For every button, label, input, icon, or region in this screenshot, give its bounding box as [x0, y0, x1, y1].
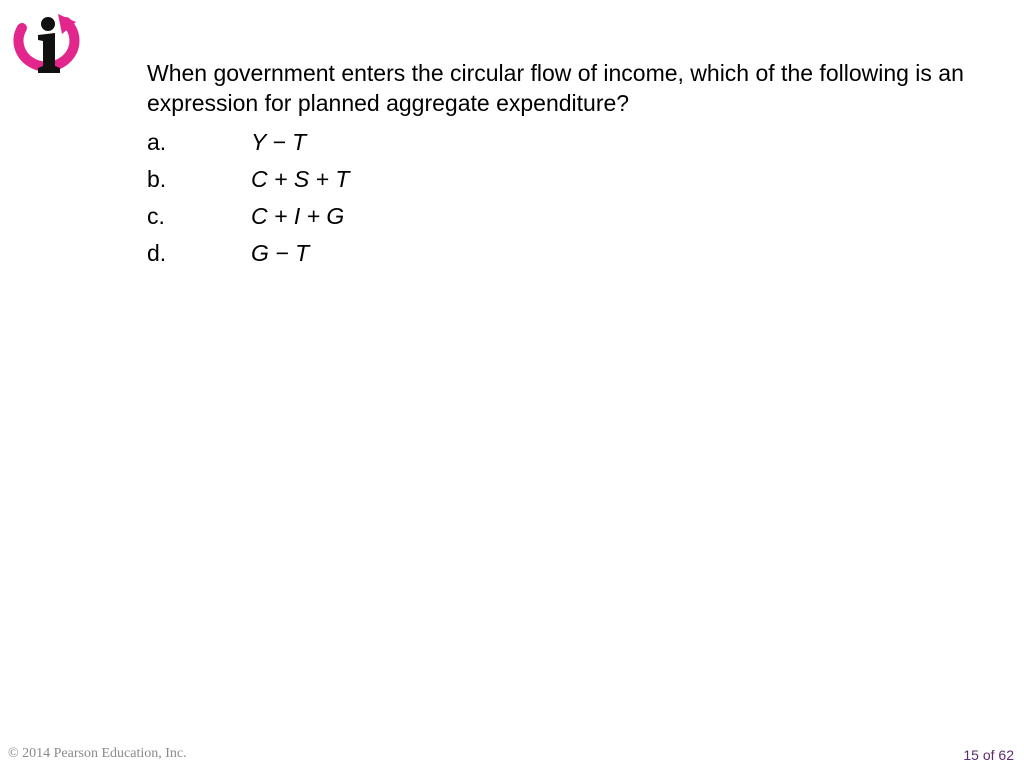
- option-a-expression: Y − T: [251, 129, 307, 155]
- option-c: [147, 198, 349, 235]
- option-d-expression: G − T: [251, 240, 310, 266]
- option-d-letter: d.: [147, 240, 167, 266]
- option-c-expression: C + I + G: [251, 203, 345, 229]
- page-indicator: 15 of 62: [963, 747, 1014, 763]
- option-c-letter: c.: [147, 203, 165, 229]
- option-d: [147, 235, 349, 272]
- answer-options: [147, 124, 349, 272]
- info-cycle-icon: [8, 12, 86, 80]
- option-b: [147, 161, 349, 198]
- option-b-expression: C + S + T: [251, 166, 350, 192]
- option-a-letter: a.: [147, 129, 167, 155]
- option-a: [147, 124, 349, 161]
- footer-copyright: © 2014 Pearson Education, Inc.: [8, 746, 187, 761]
- option-b-letter: b.: [147, 166, 167, 192]
- question-text: When government enters the circular flow of income, which of the following is an expression for planned aggregate expenditure?: [147, 60, 964, 116]
